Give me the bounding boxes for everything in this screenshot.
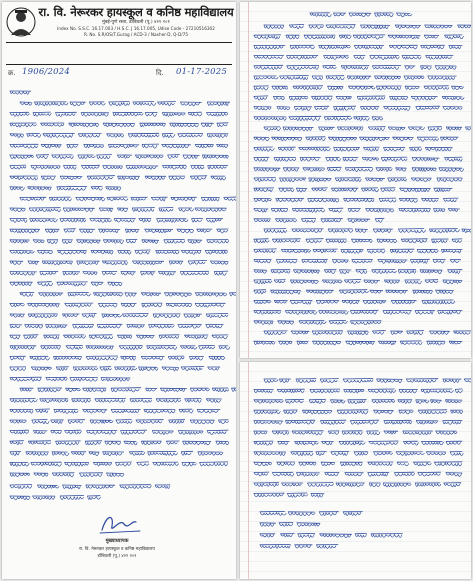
handwriting-line bbox=[264, 379, 471, 383]
handwriting-line bbox=[10, 303, 225, 307]
handwriting-line bbox=[10, 335, 228, 339]
handwriting-line bbox=[264, 331, 471, 335]
handwriting-line bbox=[260, 533, 402, 537]
handwriting-line bbox=[254, 76, 456, 80]
handwriting-line bbox=[10, 314, 228, 318]
handwriting-line bbox=[254, 389, 463, 393]
signature-icon bbox=[62, 508, 172, 538]
handwriting-line bbox=[254, 218, 384, 222]
handwriting-line bbox=[10, 367, 220, 371]
principal-stamp bbox=[62, 508, 172, 578]
handwriting-line bbox=[254, 198, 458, 202]
handwriting-line bbox=[10, 451, 223, 455]
organization-contacts: Index No. S.S.C. 16.17.003 / H.S.C. J 16.17.005, Udise Code - 27210516302 bbox=[57, 26, 215, 31]
handwriting-line bbox=[20, 102, 230, 106]
handwriting-line bbox=[10, 208, 226, 212]
handwriting-line bbox=[254, 157, 462, 161]
date-label: दि. bbox=[156, 69, 164, 77]
letter-date: 01-17-2025 bbox=[176, 67, 228, 77]
handwriting-line bbox=[10, 473, 124, 477]
organization-name: रा. वि. नेरूरकर हायस्कूल व कनिष्ठ महाविद्यालय bbox=[38, 5, 234, 19]
handwriting-line bbox=[254, 493, 324, 497]
handwriting-line bbox=[254, 208, 460, 212]
handwriting-line bbox=[20, 292, 236, 296]
handwriting-line bbox=[254, 441, 462, 445]
handwriting-line bbox=[254, 137, 458, 141]
right-bottom-handwriting bbox=[240, 362, 471, 579]
handwriting-line bbox=[254, 431, 457, 435]
handwriting-line bbox=[10, 430, 228, 434]
handwriting-line bbox=[264, 229, 471, 233]
handwriting-line bbox=[254, 65, 456, 69]
stamp-address: डोंबिवली (पू.) ४२१ २०१ bbox=[97, 554, 137, 559]
handwriting-line bbox=[254, 280, 462, 284]
handwriting-line bbox=[10, 420, 229, 424]
organization-registration: R. No. S.R/OS/T.Gurag / ACD-3 / Naxher-D, Q-D/75 bbox=[83, 32, 189, 37]
handwriting-line bbox=[254, 188, 452, 192]
handwriting-line bbox=[254, 410, 463, 414]
handwriting-line bbox=[254, 178, 462, 182]
handwriting-line bbox=[254, 106, 462, 110]
right-top-handwriting bbox=[240, 2, 471, 358]
handwriting-line bbox=[254, 239, 462, 243]
handwriting-line bbox=[10, 144, 228, 148]
handwriting-line bbox=[310, 13, 412, 17]
handwriting-line bbox=[264, 127, 471, 131]
handwriting-line bbox=[10, 155, 228, 159]
handwriting-line bbox=[254, 116, 383, 120]
handwriting-line bbox=[20, 388, 236, 392]
handwriting-line bbox=[10, 165, 228, 169]
left-page bbox=[2, 2, 236, 579]
handwriting-line bbox=[254, 310, 462, 314]
handwriting-line bbox=[10, 186, 121, 190]
handwriting-line bbox=[10, 496, 100, 500]
handwriting-line bbox=[254, 35, 463, 39]
handwriting-line bbox=[254, 341, 462, 345]
handwriting-line bbox=[254, 420, 462, 424]
handwriting-line bbox=[10, 176, 226, 180]
handwriting-line bbox=[10, 91, 31, 94]
handwriting-line bbox=[10, 356, 225, 360]
handwriting-line bbox=[254, 300, 455, 304]
handwriting-line bbox=[254, 167, 464, 171]
handwriting-line bbox=[254, 399, 462, 403]
handwriting-line bbox=[10, 218, 223, 222]
handwriting-line bbox=[254, 321, 381, 325]
handwriting-line bbox=[10, 123, 228, 127]
stamp-title: मुख्याध्यापक bbox=[105, 538, 129, 544]
handwriting-line bbox=[254, 270, 462, 274]
handwriting-line bbox=[10, 282, 122, 286]
handwriting-line bbox=[10, 112, 228, 116]
handwriting-line bbox=[254, 452, 463, 456]
handwriting-line bbox=[10, 133, 228, 137]
handwriting-line bbox=[254, 483, 461, 487]
organization-address: मुंबई-पुणे रस्ता, डोंबिवली (पू.) ४२१ २०१ bbox=[102, 20, 170, 25]
handwriting-line bbox=[10, 271, 228, 275]
handwriting-line bbox=[10, 345, 230, 349]
handwriting-line bbox=[10, 409, 220, 413]
stamp-organization: रा. वि. नेरूरकर हायस्कूल व कनिष्ठ महाविद्यालय bbox=[79, 547, 155, 552]
handwriting-line bbox=[254, 472, 462, 476]
handwriting-line bbox=[264, 25, 471, 29]
handwriting-line bbox=[10, 441, 229, 445]
handwriting-line bbox=[254, 55, 453, 59]
handwriting-line bbox=[20, 197, 236, 201]
right-top-page bbox=[240, 2, 471, 358]
handwriting-line bbox=[254, 86, 463, 90]
handwriting-line bbox=[10, 324, 223, 328]
handwriting-line bbox=[10, 229, 228, 233]
handwriting-line bbox=[254, 96, 464, 100]
handwriting-line bbox=[254, 462, 462, 466]
handwriting-line bbox=[254, 249, 462, 253]
handwriting-line bbox=[260, 511, 362, 515]
handwriting-line bbox=[10, 462, 228, 466]
reference-number: 1906/2024 bbox=[22, 67, 70, 77]
handwriting-line bbox=[10, 261, 228, 265]
left-page-handwriting bbox=[2, 2, 236, 579]
handwriting-line bbox=[10, 398, 222, 402]
handwriting-line bbox=[10, 250, 227, 254]
handwriting-line bbox=[254, 290, 453, 294]
handwriting-line bbox=[260, 523, 320, 527]
handwriting-line bbox=[10, 377, 130, 381]
handwriting-line bbox=[254, 259, 461, 263]
handwriting-line bbox=[10, 239, 229, 243]
handwriting-line bbox=[254, 45, 462, 49]
reference-label: क्र. bbox=[8, 69, 16, 77]
handwriting-line bbox=[254, 147, 452, 151]
right-bottom-page bbox=[240, 362, 471, 579]
handwriting-line bbox=[10, 485, 170, 489]
handwriting-line bbox=[260, 545, 338, 549]
